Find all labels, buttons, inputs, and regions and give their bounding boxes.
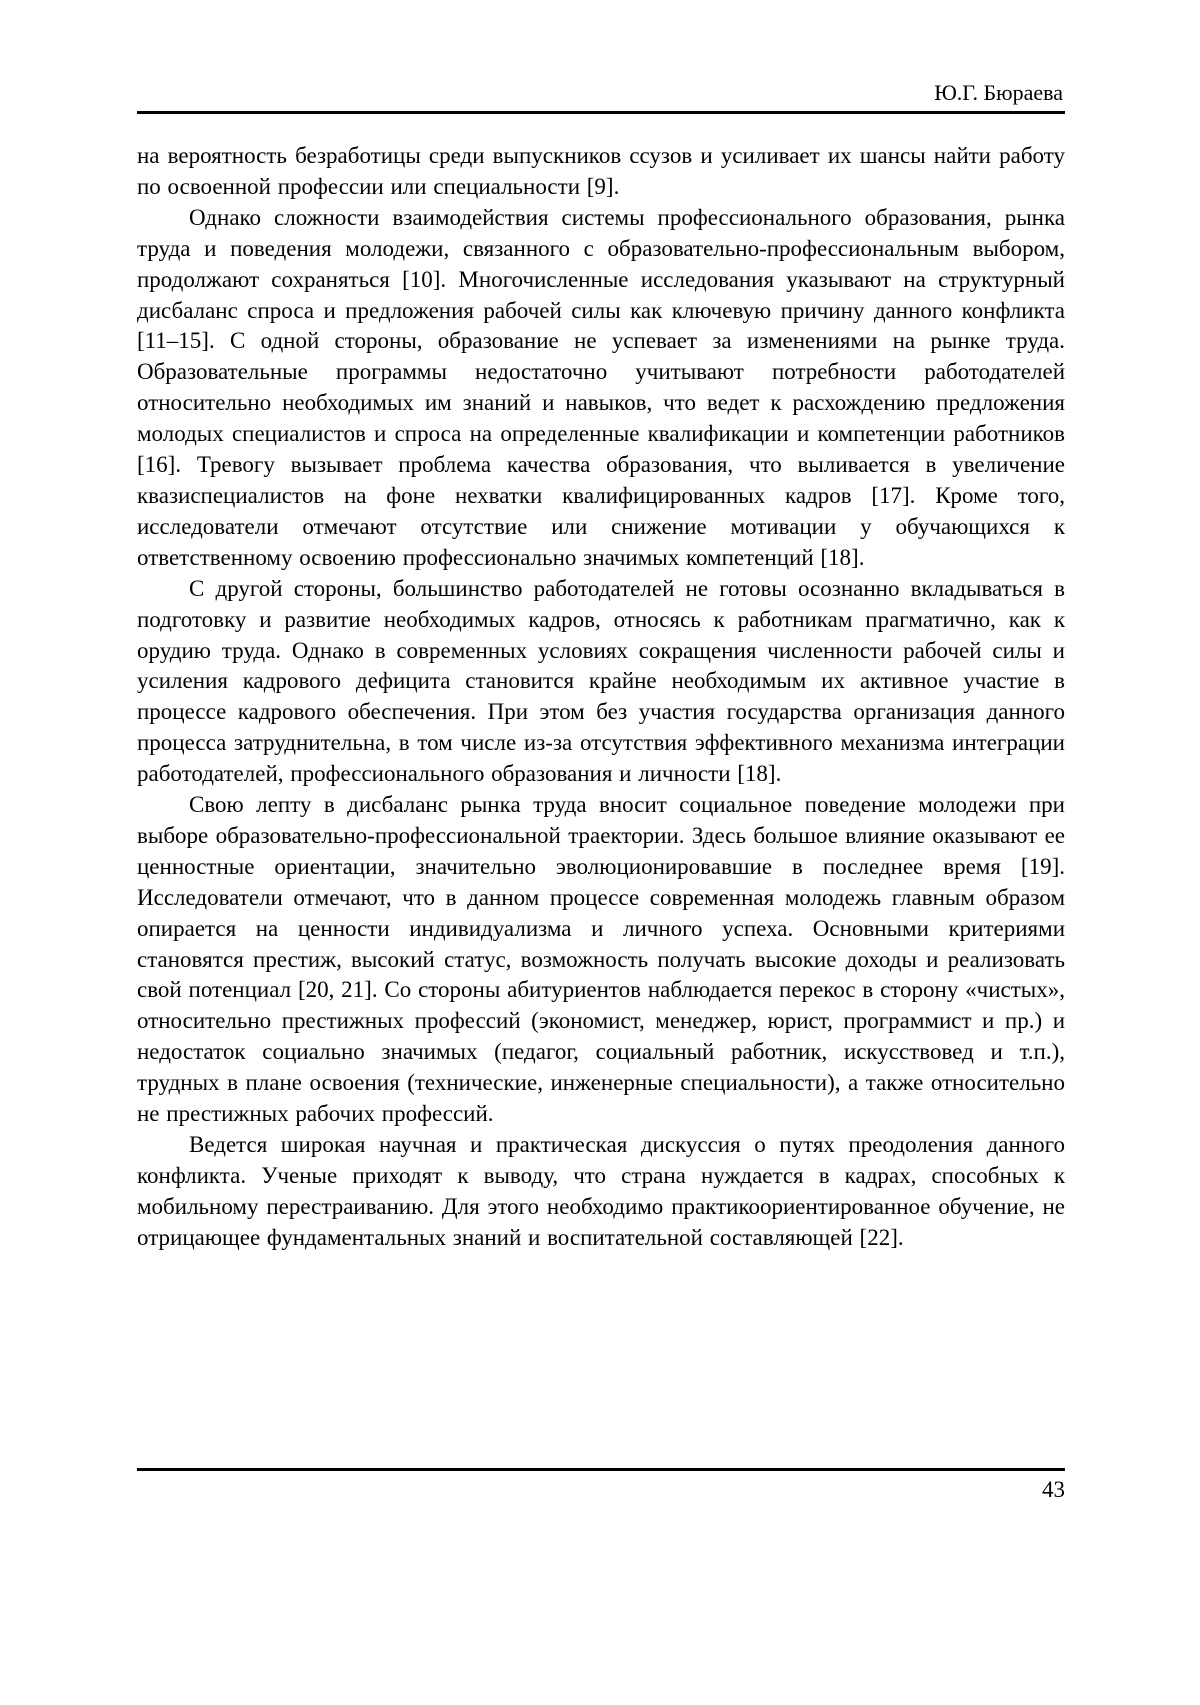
paragraph: Ведется широкая научная и практическая дискуссия о путях преодоления данного конфликта. Ученые приходят к выводу, что страна нуждается в кадрах, способных к мобильному перестраиванию. Для этого необходимо практикоориентированное обучение, не отрицающее фундаментальных знаний и воспитательной составляющей [22]. xyxy=(137,1132,1065,1250)
paragraph: Однако сложности взаимодействия системы профессионального образования, рынка труда и поведения молодежи, связанного с образовательно-профессиональным выбором, продолжают сохраняться [10]. Многочисленные исследования указывают на структурный дисбаланс спроса и предложения рабочей силы как ключевую причину данного конфликта [11–15]. С одной стороны, образование не успевает за изменениями на рынке труда. Образовательные программы недостаточно учитывают потребности работодателей относительно необходимых им знаний и навыков, что ведет к расхождению предложения молодых специалистов и спроса на определенные квалификации и компетенции работников [16]. Тревогу вызывает проблема качества образования, что выливается в увеличение квазиспециалистов на фоне нехватки квалифицированных кадров [17]. Кроме того, исследователи отмечают отсутствие или снижение мотивации у обучающихся к ответственному освоению профессионально значимых компетенций [18]. xyxy=(137,204,1065,570)
running-head xyxy=(137,80,1065,114)
page-number: 43 xyxy=(1042,1477,1065,1502)
paragraph-continuation: на вероятность безработицы среди выпускников ссузов и усиливает их шансы найти работу по освоенной профессии или специальности [9]. xyxy=(137,143,1065,199)
header-rule xyxy=(137,111,1065,114)
footer-rule xyxy=(137,1468,1065,1471)
article-body xyxy=(137,141,1065,1254)
page-footer xyxy=(137,1468,1065,1504)
running-head-author: Ю.Г. Бюраева xyxy=(934,80,1063,105)
paragraph: Свою лепту в дисбаланс рынка труда вносит социальное поведение молодежи при выборе образовательно-профессиональной траектории. Здесь большое влияние оказывают ее ценностные ориентации, значительно эволюционировавшие в последнее время [19]. Исследователи отмечают, что в данном процессе современная молодежь главным образом опирается на ценности индивидуализма и личного успеха. Основными критериями становятся престиж, высокий статус, возможность получать высокие доходы и реализовать свой потенциал [20, 21]. Со стороны абитуриентов наблюдается перекос в сторону «чистых», относительно престижных профессий (экономист, менеджер, юрист, программист и пр.) и недостаток социально значимых (педагог, социальный работник, искусствовед и т.п.), трудных в плане освоения (технические, инженерные специальности), а также относительно не престижных рабочих профессий. xyxy=(137,792,1065,1127)
paragraph: С другой стороны, большинство работодателей не готовы осознанно вкладываться в подготовку и развитие необходимых кадров, относясь к работникам прагматично, как к орудию труда. Однако в современных условиях сокращения численности рабочей силы и усиления кадрового дефицита становится крайне необходимым их активное участие в процессе кадрового обеспечения. При этом без участия государства организация данного процесса затруднительна, в том числе из-за отсутствия эффективного механизма интеграции работодателей, профессионального образования и личности [18]. xyxy=(137,575,1065,787)
